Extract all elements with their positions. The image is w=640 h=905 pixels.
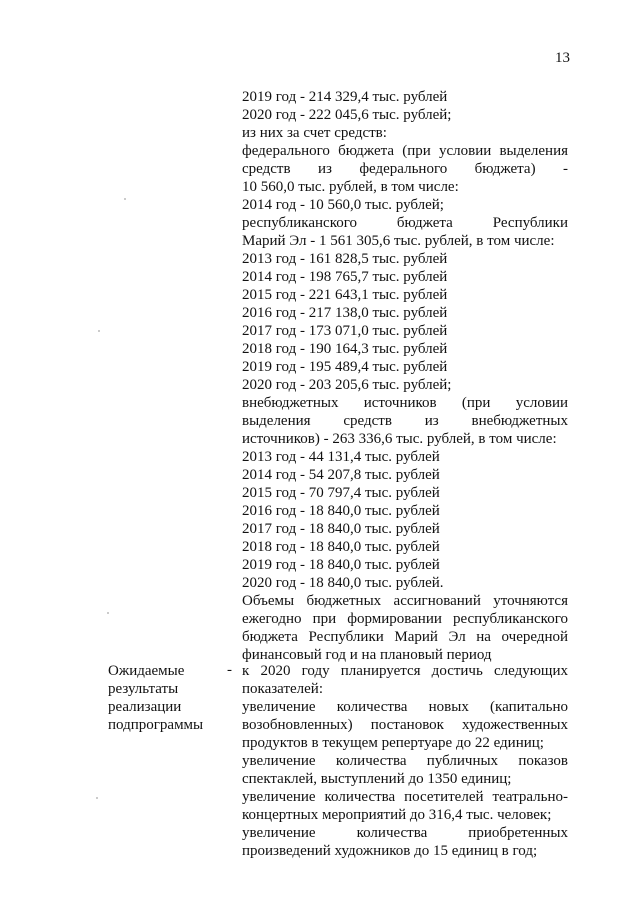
- scan-speck: [98, 330, 100, 332]
- results-label-line: подпрограммы: [108, 717, 204, 733]
- financing-line: ежегодно при формировании республиканского: [242, 611, 568, 627]
- results-dash: -: [227, 662, 232, 678]
- results-line: показателей:: [242, 681, 323, 697]
- financing-line: 2017 год - 173 071,0 тыс. рублей: [242, 323, 448, 339]
- financing-line: 2017 год - 18 840,0 тыс. рублей: [242, 521, 440, 537]
- results-line: увеличение количества приобретенных: [242, 825, 568, 841]
- financing-line: 10 560,0 тыс. рублей, в том числе:: [242, 179, 459, 195]
- financing-line: 2020 год - 222 045,6 тыс. рублей;: [242, 107, 452, 123]
- scan-speck: [96, 797, 98, 799]
- financing-line: финансовый год и на плановый период: [242, 647, 492, 663]
- results-line: увеличение количества публичных показов: [242, 753, 568, 769]
- financing-line: 2013 год - 44 131,4 тыс. рублей: [242, 449, 440, 465]
- results-line: увеличение количества новых (капитально: [242, 699, 568, 715]
- results-line: произведений художников до 15 единиц в год;: [242, 843, 538, 859]
- financing-line: 2016 год - 217 138,0 тыс. рублей: [242, 305, 448, 321]
- financing-line: 2013 год - 161 828,5 тыс. рублей: [242, 251, 448, 267]
- results-label-line: реализации: [108, 699, 182, 715]
- results-line: спектаклей, выступлений до 1350 единиц;: [242, 771, 512, 787]
- results-label-line: результаты: [108, 681, 179, 697]
- expected-results-label: [108, 662, 218, 734]
- financing-line: 2019 год - 18 840,0 тыс. рублей: [242, 557, 440, 573]
- financing-line: республиканского бюджета Республики: [242, 215, 568, 231]
- expected-results-text-block: [242, 662, 568, 860]
- financing-line: федерального бюджета (при условии выделения: [242, 143, 568, 159]
- financing-line: 2015 год - 70 797,4 тыс. рублей: [242, 485, 440, 501]
- financing-line: 2020 год - 203 205,6 тыс. рублей;: [242, 377, 452, 393]
- scan-speck: [107, 612, 109, 614]
- financing-line: 2018 год - 18 840,0 тыс. рублей: [242, 539, 440, 555]
- financing-line: 2015 год - 221 643,1 тыс. рублей: [242, 287, 448, 303]
- financing-line: бюджета Республики Марий Эл на очередной: [242, 629, 568, 645]
- financing-line: 2018 год - 190 164,3 тыс. рублей: [242, 341, 448, 357]
- financing-line: выделения средств из внебюджетных: [242, 413, 568, 429]
- financing-line: 2014 год - 10 560,0 тыс. рублей;: [242, 197, 444, 213]
- financing-line: Марий Эл - 1 561 305,6 тыс. рублей, в том числе:: [242, 233, 555, 249]
- financing-text-block: [242, 88, 568, 664]
- results-label-line: Ожидаемые: [108, 663, 185, 679]
- results-line: концертных мероприятий до 316,4 тыс. человек;: [242, 807, 552, 823]
- results-line: к 2020 году планируется достичь следующих: [242, 663, 568, 679]
- financing-line: 2020 год - 18 840,0 тыс. рублей.: [242, 575, 444, 591]
- financing-line: Объемы бюджетных ассигнований уточняются: [242, 593, 568, 609]
- financing-line: 2016 год - 18 840,0 тыс. рублей: [242, 503, 440, 519]
- financing-line: 2019 год - 195 489,4 тыс. рублей: [242, 359, 448, 375]
- financing-line: из них за счет средств:: [242, 125, 387, 141]
- scan-speck: [124, 198, 126, 200]
- results-line: возобновленных) постановок художественных: [242, 717, 568, 733]
- financing-line: источников) - 263 336,6 тыс. рублей, в том числе:: [242, 431, 557, 447]
- financing-line: 2014 год - 198 765,7 тыс. рублей: [242, 269, 448, 285]
- results-line: увеличение количества посетителей театрально-: [242, 789, 568, 805]
- financing-line: средств из федерального бюджета) -: [242, 161, 568, 177]
- financing-line: 2014 год - 54 207,8 тыс. рублей: [242, 467, 440, 483]
- results-line: продуктов в текущем репертуаре до 22 единиц;: [242, 735, 544, 751]
- financing-line: внебюджетных источников (при условии: [242, 395, 568, 411]
- financing-line: 2019 год - 214 329,4 тыс. рублей: [242, 89, 448, 105]
- page-number: 13: [555, 50, 570, 66]
